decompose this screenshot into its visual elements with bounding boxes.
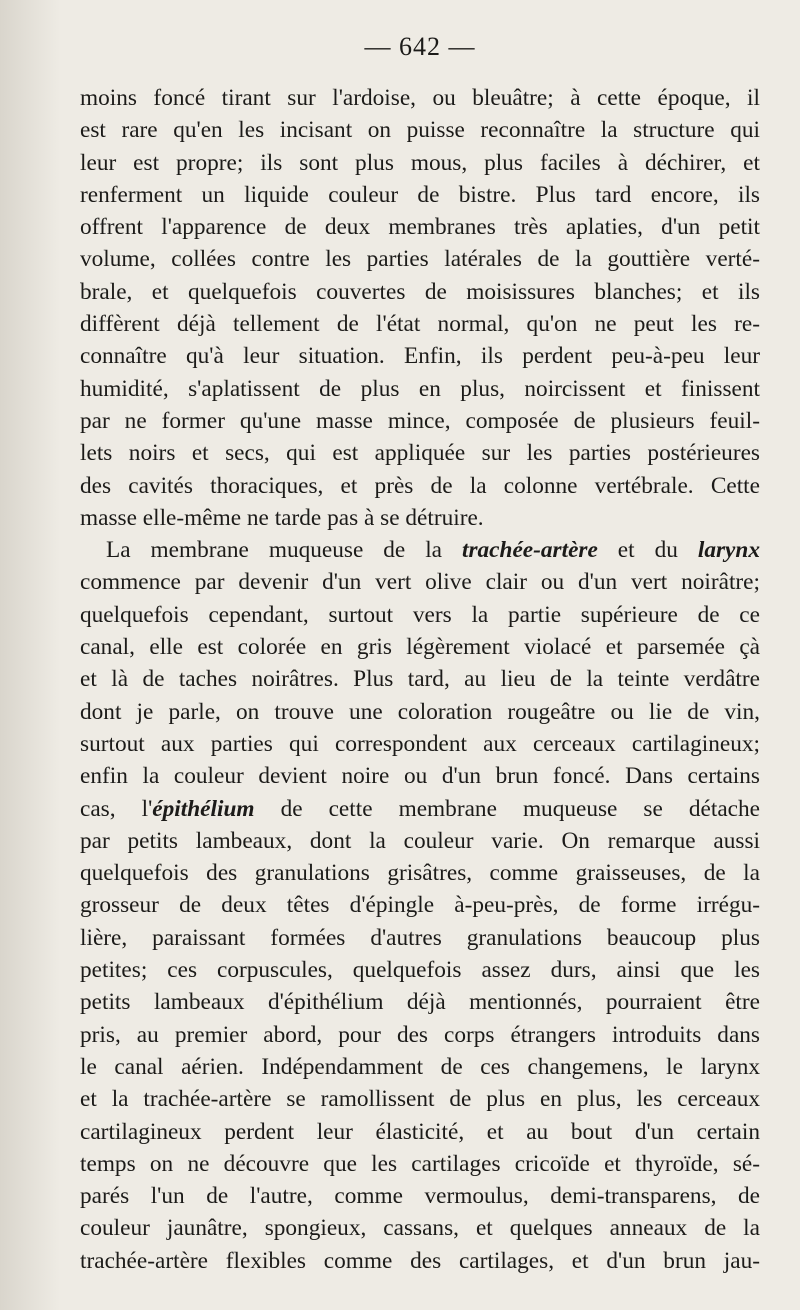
paragraph-1 (80, 82, 760, 534)
text-line: temps on ne découvre que les cartilages cricoïde et thyroïde, sé- (80, 1150, 760, 1177)
text-line: leur est propre; ils sont plus mous, plus faciles à déchirer, et (80, 149, 760, 176)
text-line: le canal aérien. Indépendamment de ces changemens, le larynx (80, 1053, 760, 1080)
text-line: et la trachée-artère se ramollissent de plus en plus, les cerceaux (80, 1086, 760, 1113)
text-line: moins foncé tirant sur l'ardoise, ou bleuâtre; à cette époque, il (80, 85, 760, 111)
page-edge-shadow (0, 0, 60, 1310)
text-segment: La membrane muqueuse de la (106, 537, 462, 564)
text-segment: et du (597, 537, 698, 564)
text-line: quelquefois cependant, surtout vers la partie supérieure de ce (80, 601, 760, 628)
paragraph-2 (80, 534, 760, 1277)
text-line: volume, collées contre les parties latérales de la gouttière verté- (80, 246, 760, 273)
text-line: quelquefois des granulations grisâtres, comme graisseuses, de la (80, 860, 760, 887)
text-line: par ne former qu'une masse mince, composée de plusieurs feuil- (80, 407, 760, 434)
text-line: pris, au premier abord, pour des corps étrangers introduits dans (80, 1021, 760, 1048)
text-line: renferment un liquide couleur de bistre. Plus tard encore, ils (80, 181, 760, 208)
text-line: parés l'un de l'autre, comme vermoulus, demi-transparens, de (80, 1183, 760, 1210)
text-line: diffèrent déjà tellement de l'état normal, qu'on ne peut les re- (80, 311, 760, 338)
text-line: humidité, s'aplatissent de plus en plus, noircissent et finissent (80, 375, 760, 402)
text-line: brale, et quelquefois couvertes de moisissures blanches; et ils (80, 278, 760, 305)
text-line: cartilagineux perdent leur élasticité, et au bout d'un certain (80, 1118, 760, 1145)
text-line: par petits lambeaux, dont la couleur varie. On remarque aussi (80, 827, 760, 854)
text-line: couleur jaunâtre, spongieux, cassans, et quelques anneaux de la (80, 1215, 760, 1242)
text-line: petits lambeaux d'épithélium déjà mentionnés, pourraient être (80, 989, 760, 1016)
text-line: grosseur de deux têtes d'épingle à-peu-près, de forme irrégu- (80, 892, 760, 919)
text-line: dont je parle, on trouve une coloration rougeâtre ou lie de vin, (80, 698, 760, 725)
text-line: canal, elle est colorée en gris légèrement violacé et parsemée çà (80, 634, 760, 661)
text-line: et là de taches noirâtres. Plus tard, au lieu de la teinte verdâtre (80, 666, 760, 693)
page-number: — 642 — (364, 32, 476, 61)
body-text (80, 82, 760, 1277)
text-line: masse elle-même ne tarde pas à se détruire. (80, 504, 484, 531)
text-line (80, 534, 760, 566)
term-larynx: larynx (697, 537, 760, 564)
text-line: est rare qu'en les incisant on puisse reconnaître la structure qui (80, 117, 760, 144)
term-epithelium: épithélium (152, 795, 255, 822)
text-segment: cas, l' (80, 795, 153, 822)
text-line: enfin la couleur devient noire ou d'un brun foncé. Dans certains (80, 763, 760, 790)
text-line: petites; ces corpuscules, quelquefois assez durs, ainsi que les (80, 957, 760, 984)
text-segment: de cette membrane muqueuse se détache (254, 795, 760, 822)
text-line: lets noirs et secs, qui est appliquée sur les parties postérieures (80, 440, 760, 467)
text-line: trachée-artère flexibles comme des cartilages, et d'un brun jau- (80, 1247, 760, 1274)
term-trachee-artere: trachée-artère (461, 537, 598, 564)
text-line: des cavités thoraciques, et près de la colonne vertébrale. Cette (80, 472, 760, 499)
text-line: lière, paraissant formées d'autres granulations beaucoup plus (80, 924, 760, 951)
text-line: surtout aux parties qui correspondent aux cerceaux cartilagineux; (80, 730, 760, 757)
text-line: offrent l'apparence de deux membranes très aplaties, d'un petit (80, 214, 760, 241)
text-line: connaître qu'à leur situation. Enfin, ils perdent peu-à-peu leur (80, 343, 760, 370)
text-line (80, 793, 760, 825)
text-line: commence par devenir d'un vert olive clair ou d'un vert noirâtre; (80, 569, 760, 596)
